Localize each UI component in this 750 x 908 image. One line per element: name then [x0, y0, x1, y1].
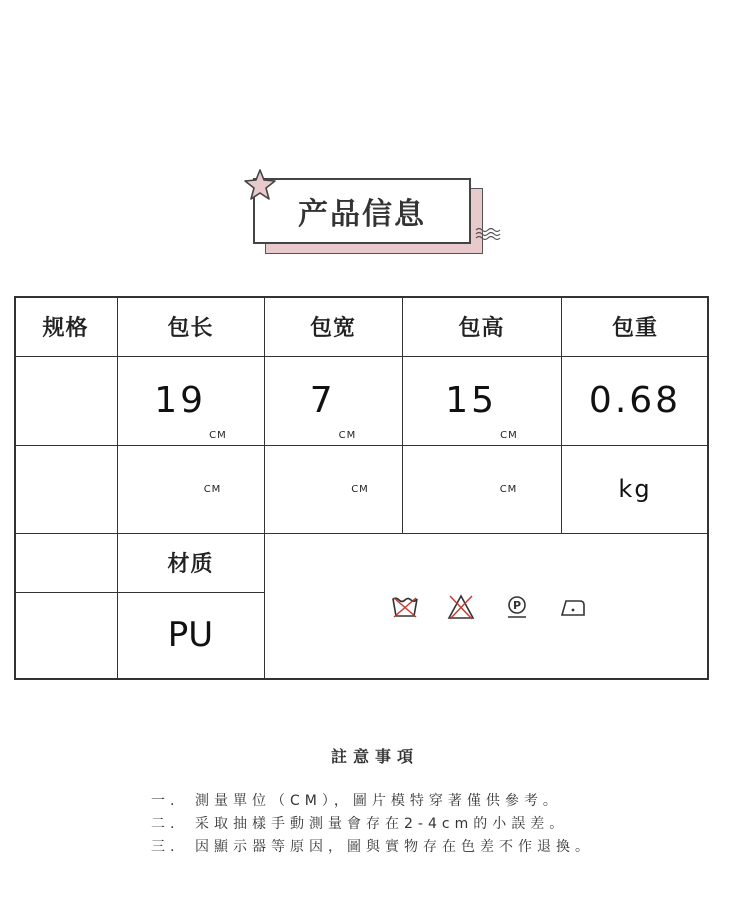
- width-unit-2: CM: [351, 483, 369, 495]
- star-icon: [243, 168, 277, 202]
- note-index: 三.: [151, 839, 180, 855]
- width-unit-cell: [264, 445, 402, 533]
- width-cell: [264, 356, 402, 445]
- header-weight: 包重: [611, 315, 658, 341]
- page-title: 产品信息: [253, 178, 471, 244]
- no-bleach-icon: [446, 592, 476, 622]
- length-unit: CM: [209, 430, 227, 441]
- note-text: 測量單位（CM），圖片模特穿著僅供參考。: [195, 793, 562, 809]
- length-cell: [117, 356, 264, 445]
- note-item: [151, 813, 594, 836]
- low-iron-icon: [558, 592, 588, 622]
- table-border-bottom: [14, 678, 709, 680]
- notes-title: 註意事項: [330, 747, 419, 766]
- care-icons: [390, 592, 588, 622]
- dry-clean-p-icon: [502, 592, 532, 622]
- length-unit-2: CM: [203, 483, 222, 495]
- header-length: 包长: [167, 315, 214, 341]
- waves-icon: [475, 226, 503, 242]
- height-unit: CM: [500, 430, 518, 441]
- height-value: 15: [445, 380, 498, 421]
- note-text: 采取抽樣手動測量會存在2-4cm的小誤差。: [195, 816, 569, 832]
- material-label: 材质: [167, 552, 214, 577]
- weight-value: 0.68: [588, 380, 682, 421]
- height-unit-cell: [402, 445, 561, 533]
- length-unit-cell: [117, 445, 264, 533]
- svg-text:P: P: [512, 599, 522, 612]
- note-item: [151, 790, 594, 813]
- length-value: 19: [154, 380, 207, 421]
- weight-cell: [561, 356, 709, 445]
- note-index: 二.: [151, 816, 180, 832]
- width-value: 7: [309, 380, 336, 421]
- header-height: 包高: [458, 315, 505, 341]
- material-value: PU: [167, 615, 214, 655]
- width-unit: CM: [338, 430, 357, 441]
- header-width: 包宽: [309, 315, 356, 341]
- weight-unit: kg: [618, 475, 652, 503]
- note-text: 因顯示器等原因，圖與實物存在色差不作退換。: [195, 839, 594, 855]
- notes-list: [151, 790, 594, 859]
- height-unit-2: CM: [499, 483, 518, 495]
- height-cell: [402, 356, 561, 445]
- no-machine-wash-icon: [390, 592, 420, 622]
- spec-table: [14, 296, 709, 680]
- title-banner: [243, 168, 505, 258]
- header-spec: 规格: [42, 315, 89, 341]
- note-index: 一.: [151, 793, 180, 809]
- note-item: [151, 836, 594, 859]
